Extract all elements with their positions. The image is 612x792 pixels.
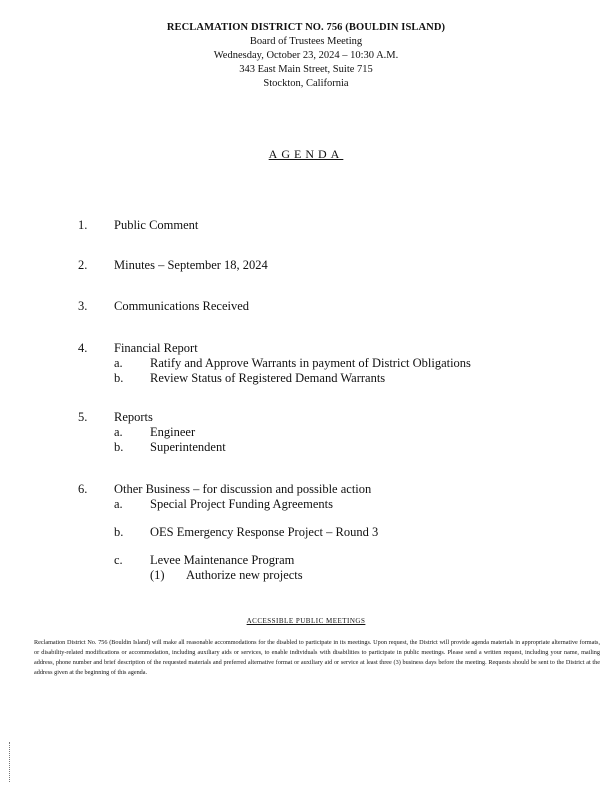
margin-dots xyxy=(9,742,12,782)
subitem-letter: b. xyxy=(114,371,124,385)
subitem-letter: c. xyxy=(114,553,123,567)
item-number: 1. xyxy=(78,218,88,232)
item-number: 4. xyxy=(78,341,88,355)
subitem-letter: b. xyxy=(114,440,124,454)
accessible-meetings-notice: Reclamation District No. 756 (Bouldin Island) will make all reasonable accommodations for the disabled to participate in its meetings. Upon request, the District will provide agenda materials in appropriate alternative formats, or disability-related modifications or accommodation, including auxiliary aids or services, to enable individuals with disabilities to participate in public meetings. Please send a written request, including your name, mailing address, phone number and brief description of the requested materials and preferred alternative format or auxiliary aid or service at least three (3) business days before the meeting. Requests should be sent to the District at the address given at the beginning of this agenda. xyxy=(34,639,600,676)
subsubitem-text: Authorize new projects xyxy=(186,568,303,582)
subitem-letter: a. xyxy=(114,425,123,439)
subitem-text: Review Status of Registered Demand Warrants xyxy=(150,371,386,385)
item-number: 2. xyxy=(78,258,88,272)
subitem-letter: b. xyxy=(114,525,124,539)
item-label: Communications Received xyxy=(114,299,250,313)
meeting-name: Board of Trustees Meeting xyxy=(249,36,363,47)
meeting-city: Stockton, California xyxy=(263,78,349,89)
subitem-text: Ratify and Approve Warrants in payment of District Obligations xyxy=(150,356,471,370)
subitem-text: Superintendent xyxy=(150,440,226,454)
subsubitem-number: (1) xyxy=(150,568,165,582)
item-number: 6. xyxy=(78,482,88,496)
agenda-header xyxy=(0,21,612,91)
meeting-address: 343 East Main Street, Suite 715 xyxy=(239,64,373,75)
subitem-letter: a. xyxy=(114,497,123,511)
item-label: Financial Report xyxy=(114,341,198,355)
item-label: Minutes – September 18, 2024 xyxy=(114,258,268,272)
district-name: RECLAMATION DISTRICT NO. 756 (BOULDIN ISLAND) xyxy=(166,22,446,33)
item-label: Public Comment xyxy=(114,218,199,232)
agenda-title: AGENDA xyxy=(268,147,344,161)
meeting-datetime: Wednesday, October 23, 2024 – 10:30 A.M. xyxy=(213,50,399,61)
subitem-text: Engineer xyxy=(150,425,196,439)
subitem-text: Special Project Funding Agreements xyxy=(150,497,333,511)
item-label: Other Business – for discussion and possible action xyxy=(114,482,372,496)
item-label: Reports xyxy=(114,410,153,424)
item-number: 3. xyxy=(78,299,88,313)
accessible-meetings-title: ACCESSIBLE PUBLIC MEETINGS xyxy=(246,617,366,625)
subitem-letter: a. xyxy=(114,356,123,370)
subitem-text: OES Emergency Response Project – Round 3 xyxy=(150,525,379,539)
item-number: 5. xyxy=(78,410,88,424)
subitem-text: Levee Maintenance Program xyxy=(150,553,295,567)
